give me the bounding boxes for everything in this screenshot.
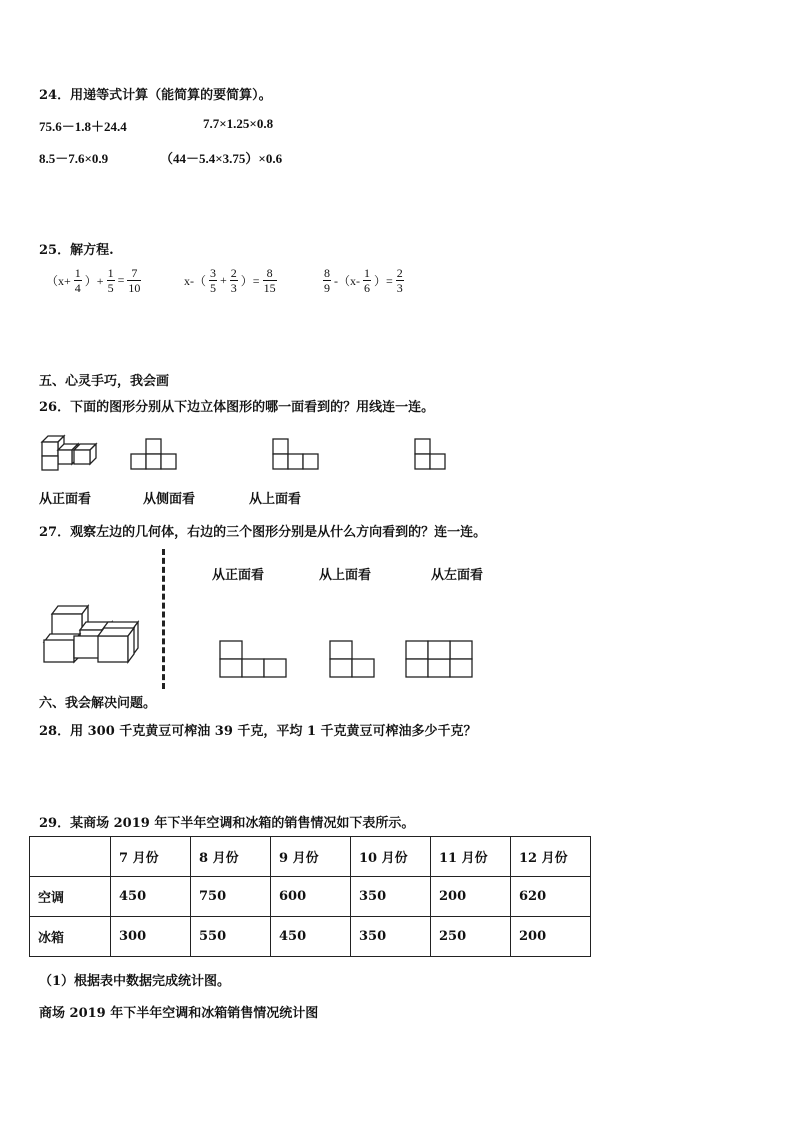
q24-expr-4: （44－5.4×3.75）×0.6	[160, 151, 283, 166]
q26-label-side: 从侧面看	[143, 492, 196, 507]
q26-label-top: 从上面看	[249, 492, 302, 507]
q26-label-front: 从正面看	[39, 492, 92, 507]
q27-label-front: 从正面看	[212, 568, 265, 583]
fraction: $\frac{1}{6}$	[364, 266, 370, 295]
equation-2: x-（ $\frac{3}{5}$ + $\frac{2}{3}$ ）= $\frac{8}{15}$	[184, 266, 276, 295]
q27-view-3	[405, 640, 475, 680]
q24-title: 24．用递等式计算（能简算的要简算）。	[39, 88, 272, 103]
table-cell: 620	[511, 877, 591, 917]
table-cell: 200	[431, 877, 511, 917]
fraction: $\frac{2}{3}$	[396, 266, 403, 295]
equation-1: （x+ $\frac{1}{4}$ ）+ $\frac{1}{5}$ = $\frac{7}{10}$	[46, 266, 141, 295]
table-cell: 250	[431, 917, 511, 957]
table-cell: 600	[271, 877, 351, 917]
table-header-cell: 8 月份	[191, 837, 271, 877]
fraction: $\frac{8}{9}$	[324, 266, 330, 295]
table-cell: 200	[511, 917, 591, 957]
q26-view-c	[414, 437, 450, 477]
table-header-cell	[30, 837, 111, 877]
q28-title: 28．用 300 千克黄豆可榨油 39 千克，平均 1 千克黄豆可榨油多少千克？	[39, 724, 477, 739]
table-row	[30, 917, 591, 957]
fraction: $\frac{2}{3}$	[230, 266, 237, 295]
q29-title: 29．某商场 2019 年下半年空调和冰箱的销售情况如下表所示。	[39, 816, 415, 831]
fraction: $\frac{7}{10}$	[128, 266, 141, 295]
table-header-row	[30, 837, 591, 877]
q26-view-a	[130, 437, 180, 473]
fraction: $\frac{1}{4}$	[74, 266, 81, 295]
table-header-cell: 12 月份	[511, 837, 591, 877]
table-cell: 450	[271, 917, 351, 957]
equation-3: $\frac{8}{9}$ -（x- $\frac{1}{6}$ ）= $\frac{2}{3}$	[324, 266, 403, 295]
sales-table	[29, 836, 591, 957]
fraction: $\frac{8}{15}$	[263, 266, 276, 295]
q25-title: 25．解方程.	[39, 243, 114, 258]
table-header-cell: 7 月份	[111, 837, 191, 877]
q24-expr-2: 7.7×1.25×0.8	[203, 116, 274, 131]
table-cell: 750	[191, 877, 271, 917]
table-cell: 冰箱	[30, 917, 111, 957]
dashed-divider	[162, 549, 165, 689]
table-cell: 300	[111, 917, 191, 957]
q27-label-top: 从上面看	[319, 568, 372, 583]
table-cell: 350	[351, 877, 431, 917]
table-header-cell: 10 月份	[351, 837, 431, 877]
table-header-cell: 11 月份	[431, 837, 511, 877]
q27-title: 27．观察左边的几何体，右边的三个图形分别是从什么方向看到的？连一连。	[39, 525, 487, 540]
chart-caption: 商场 2019 年下半年空调和冰箱销售情况统计图	[39, 1006, 319, 1021]
q26-title: 26．下面的图形分别从下边立体图形的哪一面看到的？用线连一连。	[39, 400, 435, 415]
section-5-heading: 五、心灵手巧，我会画	[39, 374, 170, 389]
q27-label-left: 从左面看	[431, 568, 484, 583]
section-6-heading: 六、我会解决问题。	[39, 696, 157, 711]
table-cell: 550	[191, 917, 271, 957]
table-cell: 350	[351, 917, 431, 957]
q27-view-2	[329, 640, 377, 680]
q24-expr-1: 75.6－1.8＋24.4	[39, 119, 127, 134]
table-row	[30, 877, 591, 917]
q29-subquestion-1: （1）根据表中数据完成统计图。	[39, 974, 231, 989]
q27-view-1	[219, 640, 289, 680]
q27-solid-figure	[40, 600, 144, 670]
table-header-cell: 9 月份	[271, 837, 351, 877]
fraction: $\frac{1}{5}$	[107, 266, 114, 295]
fraction: $\frac{3}{5}$	[210, 266, 216, 295]
table-cell: 450	[111, 877, 191, 917]
q26-solid-figure	[38, 428, 102, 472]
table-cell: 空调	[30, 877, 111, 917]
q24-expr-3: 8.5－7.6×0.9	[39, 151, 109, 166]
q26-view-b	[272, 437, 322, 473]
